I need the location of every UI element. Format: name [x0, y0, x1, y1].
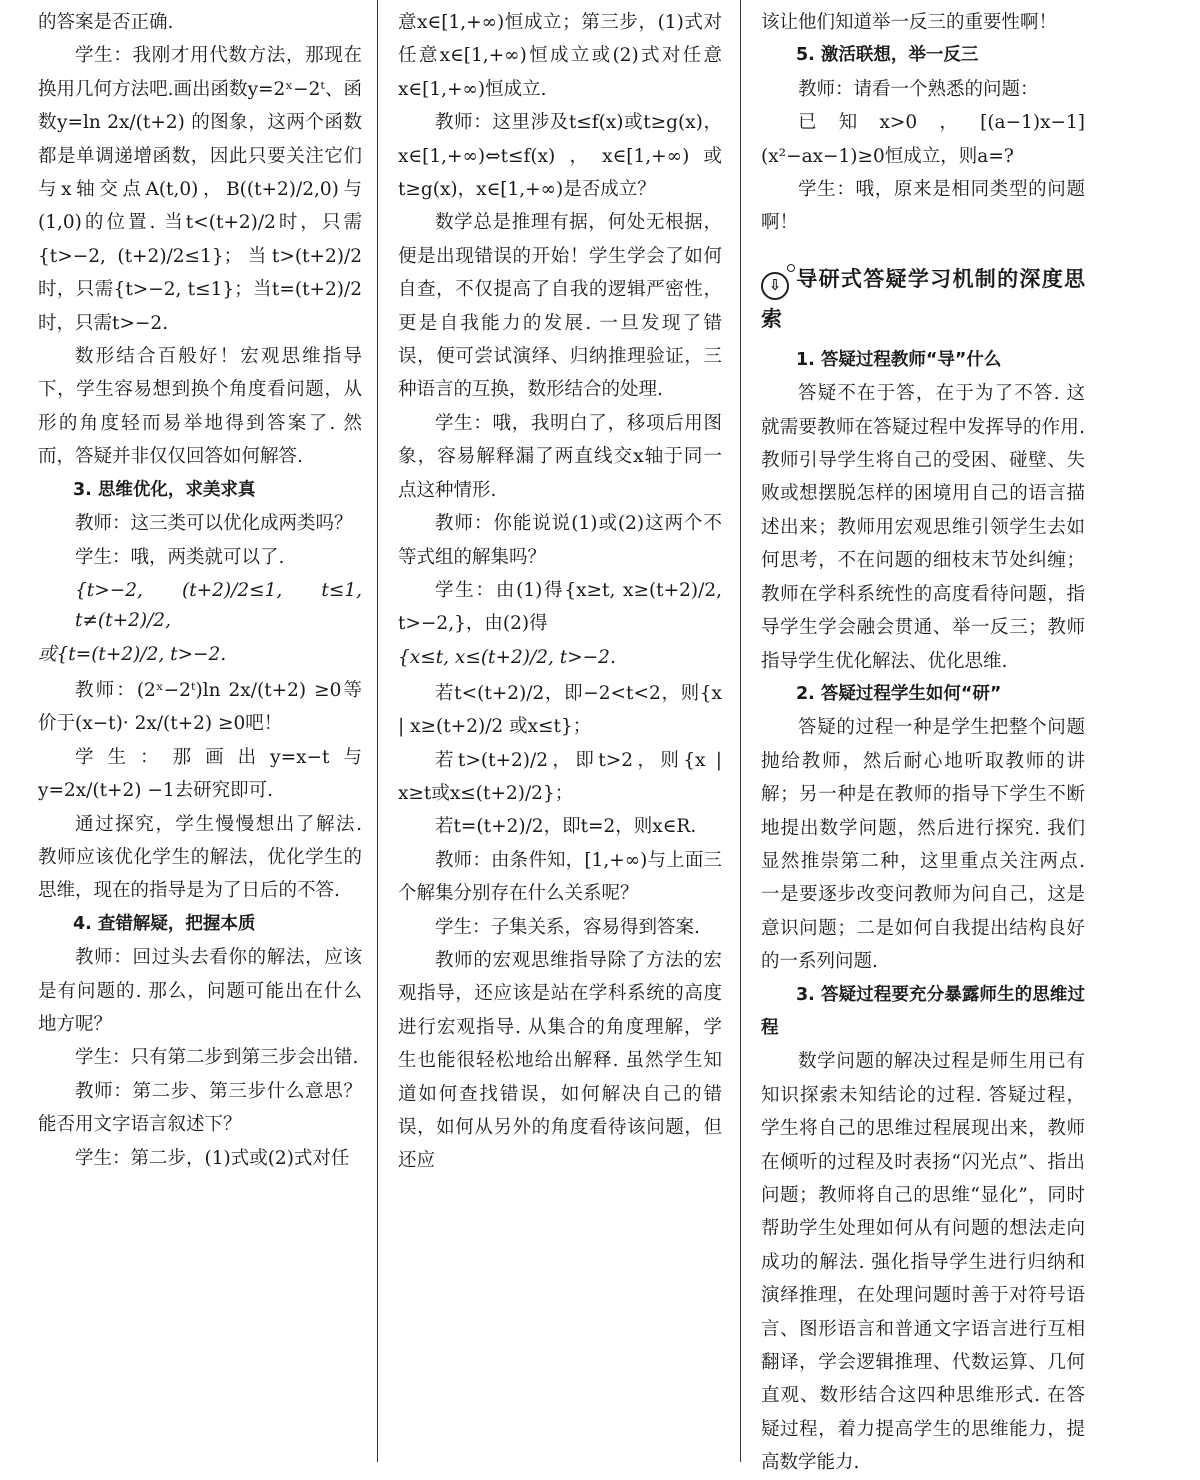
- paragraph: 学生：哦，我明白了，移项后用图象，容易解释漏了两直线交x轴于同一点这种情形.: [398, 412, 722, 501]
- paragraph: 数学问题的解决过程是师生用已有知识探索未知结论的过程. 答疑过程，学生将自己的思维过程展现出来，教师在倾听的过程及时表扬“闪光点”、指出问题；教师将自己的思维“显化”，同时帮助学生处理如何从有问题的想法走向成功的解法. 强化指导学生进行归纳和演绎推理，在处理问题时善于对符号语言、图形语言和普通文字语言进行互相翻译，学会逻辑推理、代数运算、几何直观、数形结合这四种思维形式. 在答疑过程，着力提高学生的思维能力，提高数学能力.: [761, 1051, 1085, 1474]
- paragraph: 学生：哦，两类就可以了.: [75, 546, 285, 568]
- paragraph: 意x∈[1,+∞)恒成立；第三步，(1)式对任意x∈[1,+∞)恒成立或(2)式对任意x∈[1,+∞)恒成立.: [398, 12, 722, 100]
- paragraph: 教师：由条件知，[1,+∞)与上面三个解集分别存在什么关系呢？: [398, 849, 722, 905]
- paragraph: 学生：只有第二步到第三步会出错.: [75, 1047, 359, 1069]
- paragraph: 答疑不在于答，在于为了不答. 这就需要教师在答疑过程中发挥导的作用. 教师引导学生将自己的受困、碰壁、失败或想摆脱怎样的困境用自己的语言描述出来；教师用宏观思维引领学生去如何思考，不在问题的细枝末节处纠缠；教师在学科系统性的高度看待问题，指导学生学会融会贯通、举一反三；教师指导学生优化解法、优化思维.: [761, 383, 1085, 672]
- paragraph: 教师：回过头去看你的解法，应该是有问题的. 那么，问题可能出在什么地方呢？: [38, 947, 362, 1035]
- math-system: {t>−2, (t+2)/2≤1, t≤1, t≠(t+2)/2,: [75, 579, 368, 631]
- paragraph: 通过探究，学生慢慢想出了解法. 教师应该优化学生的解法，优化学生的思维，现在的指导是为了日后的不答.: [38, 813, 362, 902]
- paragraph: 若t>(t+2)/2，即t>2，则{x | x≥t或x≤(t+2)/2}；: [398, 749, 722, 804]
- paragraph: 教师的宏观思维指导除了方法的宏观指导，还应该是站在学科系统的高度进行宏观指导. 从集合的角度理解，学生也能很轻松地给出解释. 虽然学生知道如何查找错误，如何解决自己的错误，如何从另外的角度看待该问题，但还应: [398, 949, 722, 1172]
- column-divider: [740, 0, 741, 1462]
- paragraph: 教师：第二步、第三步什么意思？能否用文字语言叙述下？: [38, 1080, 362, 1136]
- paragraph: 学生：由(1)得{x≥t, x≥(t+2)/2, t>−2,}，由(2)得: [398, 579, 722, 635]
- paragraph: 数学总是推理有据，何处无根据，便是出现错误的开始！学生学会了如何自查，不仅提高了自我的逻辑严密性，更是自我能力的发展. 一旦发现了错误，便可尝试演绎、归纳推理验证，三种语言的互换，数形结合的处理.: [398, 212, 722, 401]
- paragraph: 答疑的过程一种是学生把整个问题抛给教师，然后耐心地听取教师的讲解；另一种是在教师的指导下学生不断地提出数学问题，然后进行探究. 我们显然推崇第二种，这里重点关注两点. 一是要逐步改变问教师为问自己，这是意识问题；二是如何自我提出结构良好的一系列问题.: [761, 717, 1085, 973]
- column-middle: [398, 6, 722, 1178]
- section-title: 导研式答疑学习机制的深度思索: [761, 266, 1085, 331]
- paragraph: 教师：你能说说(1)或(2)这两个不等式组的解集吗？: [398, 513, 722, 568]
- subsection-heading: 3. 思维优化，求美求真: [73, 479, 256, 500]
- subsection-heading: 5. 激活联想，举一反三: [796, 45, 979, 66]
- paragraph: 教师：这三类可以优化成两类吗？: [75, 513, 353, 535]
- paragraph: 的答案是否正确.: [38, 12, 174, 33]
- paragraph: 若t=(t+2)/2，即t=2，则x∈R.: [435, 816, 697, 838]
- subsection-heading: 1. 答疑过程教师“导”什么: [796, 349, 1002, 370]
- math-system: 或{t=(t+2)/2, t>−2.: [38, 643, 227, 665]
- math-system: {x≤t, x≤(t+2)/2, t>−2.: [398, 646, 616, 668]
- paragraph: 数形结合百般好！宏观思维指导下，学生容易想到换个角度看问题，从形的角度轻而易举地得到答案了. 然而，答疑并非仅仅回答如何解答.: [38, 346, 362, 468]
- paragraph: 学生：我刚才用代数方法，那现在换用几何方法吧.画出函数y=2ˣ−2ᵗ、函数y=ln 2x/(t+2) 的图象，这两个函数都是单调递增函数，因此只要关注它们与x轴交点A(t,0)，B((t+2)/2,0)与(1,0)的位置. 当t<(t+2)/2时，只需{t>−2, (t+2)/2≤1}；当t>(t+2)/2时，只需{t>−2, t≤1}；当t=(t+2)/2时，只需t>−2.: [38, 45, 362, 334]
- paragraph: 已知x>0，[(a−1)x−1](x²−ax−1)≥0恒成立，则a=?: [761, 112, 1085, 167]
- paragraph: 教师：请看一个熟悉的问题：: [798, 78, 1039, 100]
- column-left: [38, 6, 368, 1175]
- paragraph: 学生：哦，原来是相同类型的问题啊！: [761, 179, 1085, 234]
- section-heading: [761, 260, 1085, 338]
- paragraph: 教师：这里涉及t≤f(x)或t≥g(x)，x∈[1,+∞)⇔t≤f(x)，x∈[1,+∞)或t≥g(x)，x∈[1,+∞)是否成立？: [398, 112, 722, 201]
- paragraph: 教师：(2ˣ−2ᵗ)ln 2x/(t+2) ≥0等价于(x−t)· 2x/(t+2) ≥0吧！: [38, 679, 362, 735]
- down-arrow-icon: ⇩: [761, 272, 789, 300]
- paragraph: 该让他们知道举一反三的重要性啊！: [761, 12, 1058, 33]
- subsection-heading: 3. 答疑过程要充分暴露师生的思维过程: [761, 984, 1085, 1038]
- subsection-heading: 2. 答疑过程学生如何“研”: [796, 683, 1002, 704]
- subsection-heading: 4. 查错解疑，把握本质: [73, 913, 256, 934]
- paragraph: 学生：子集关系，容易得到答案.: [435, 916, 700, 938]
- paragraph: 学生：那画出y=x−t与y=2x/(t+2) −1去研究即可.: [38, 746, 362, 802]
- column-right: [761, 6, 1085, 1480]
- column-divider: [377, 0, 378, 1462]
- paragraph: 若t<(t+2)/2，即−2<t<2，则{x | x≥(t+2)/2 或x≤t}；: [398, 682, 722, 738]
- paragraph: 学生：第二步，(1)式或(2)式对任: [75, 1147, 350, 1169]
